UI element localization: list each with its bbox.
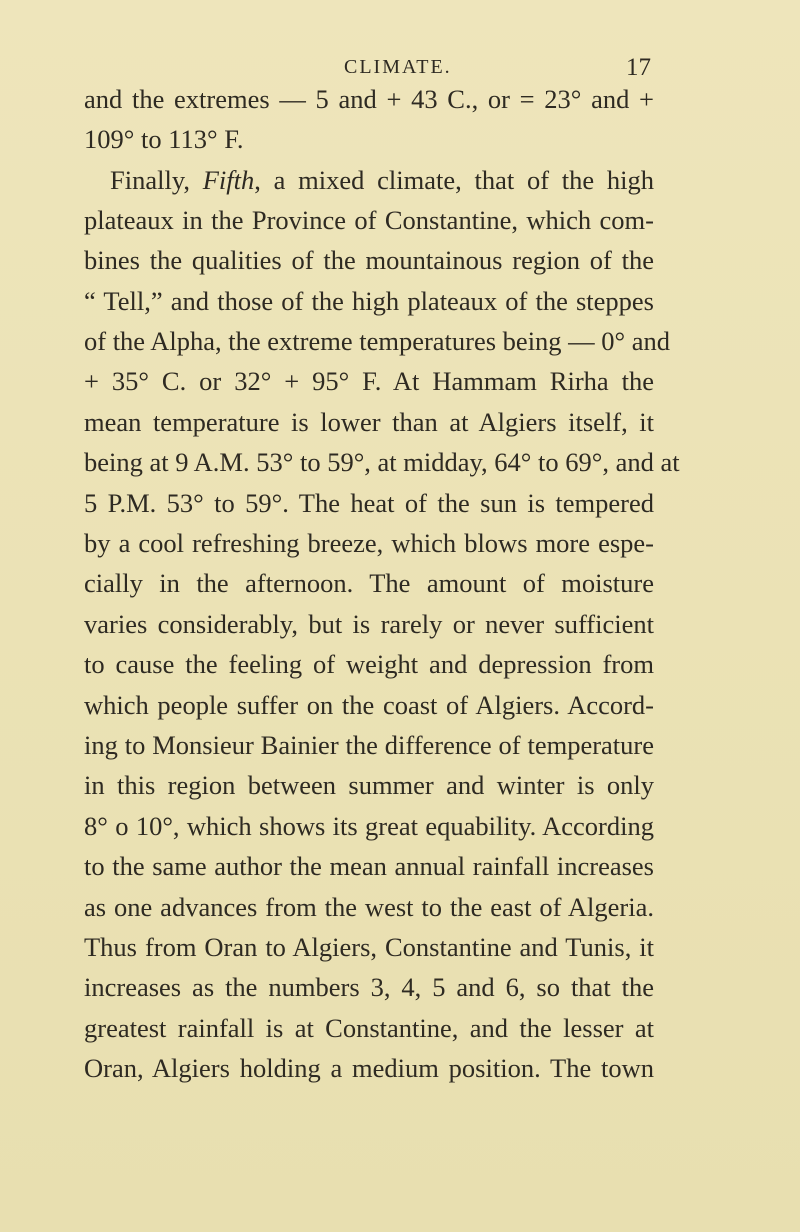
text-line: in this region between summer and winter is only [84, 770, 654, 800]
text-line: 5 P.M. 53° to 59°. The heat of the sun is tempered [84, 488, 654, 518]
text-line: 8° o 10°, which shows its great equability. According [84, 811, 654, 841]
text-line: cially in the afternoon. The amount of moisture [84, 568, 654, 598]
text-line: ing to Monsieur Bainier the difference of temperature [84, 730, 654, 760]
text-line: to the same author the mean annual rainfall increases [84, 851, 654, 881]
text-run: Finally, [110, 165, 203, 195]
running-title: CLIMATE. [344, 56, 452, 78]
text-line: Thus from Oran to Algiers, Constantine and Tunis, it [84, 932, 654, 962]
text-line: bines the qualities of the mountainous region of the [84, 245, 654, 275]
text-line: which people suffer on the coast of Algiers. Accord- [84, 690, 654, 720]
text-line: of the Alpha, the extreme temperatures being — 0° and [84, 326, 671, 356]
text-line: greatest rainfall is at Constantine, and the lesser at [84, 1013, 654, 1043]
text-line: being at 9 A.M. 53° to 59°, at midday, 64° to 69°, and at [84, 447, 680, 477]
text-line: + 35° C. or 32° + 95° F. At Hammam Rirha the [84, 366, 654, 396]
text-line: 109° to 113° F. [84, 124, 244, 154]
text-run: , a mixed climate, that of the high [254, 165, 654, 195]
text-line: and the extremes — 5 and + 43 C., or = 23° and + [84, 84, 654, 114]
text-line: varies considerably, but is rarely or never sufficient [84, 609, 654, 639]
text-line: by a cool refreshing breeze, which blows more espe- [84, 528, 654, 558]
italic-term: Fifth [202, 165, 255, 195]
text-line: as one advances from the west to the east of Algeria. [84, 892, 654, 922]
page-number: 17 [626, 54, 651, 81]
text-line: Oran, Algiers holding a medium position. The town [84, 1053, 654, 1083]
text-line [110, 160, 654, 200]
text-line: plateaux in the Province of Constantine, which com- [84, 205, 654, 235]
text-line: to cause the feeling of weight and depression from [84, 649, 654, 679]
text-line: increases as the numbers 3, 4, 5 and 6, so that the [84, 972, 654, 1002]
text-line: “ Tell,” and those of the high plateaux of the steppes [84, 286, 654, 316]
text-line: mean temperature is lower than at Algiers itself, it [84, 407, 654, 437]
